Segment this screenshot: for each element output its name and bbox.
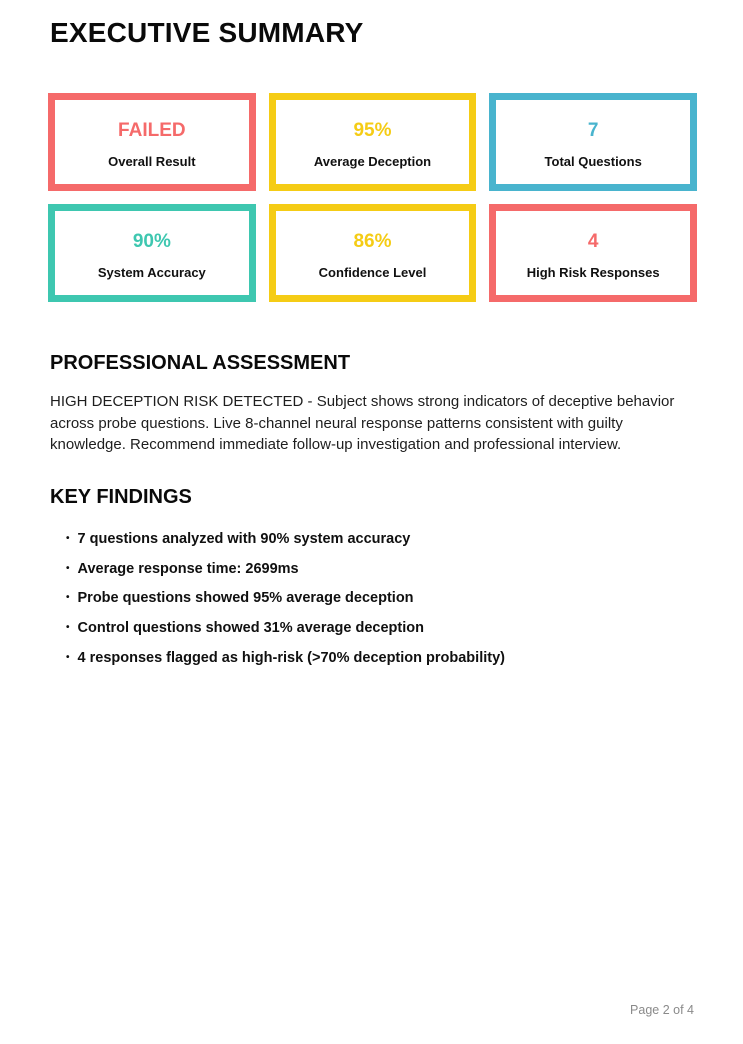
bullet-icon: • <box>66 651 70 663</box>
summary-stat-cards <box>48 93 697 302</box>
stat-card-system-accuracy <box>48 204 256 302</box>
professional-assessment-heading: PROFESSIONAL ASSESSMENT <box>50 352 351 374</box>
page-number: Page 2 of 4 <box>630 1003 694 1017</box>
finding-text: Probe questions showed 95% average deception <box>77 590 414 607</box>
finding-item <box>66 649 693 667</box>
total-questions-label: Total Questions <box>544 153 642 169</box>
confidence-level-label: Confidence Level <box>318 264 427 280</box>
finding-item <box>66 619 693 637</box>
bullet-icon: • <box>66 533 70 545</box>
bullet-icon: • <box>66 592 70 604</box>
key-findings-list <box>66 530 693 667</box>
stat-card-average-deception <box>269 93 477 191</box>
finding-text: 7 questions analyzed with 90% system accuracy <box>77 531 411 548</box>
finding-item <box>66 530 693 548</box>
total-questions-value: 7 <box>587 119 599 141</box>
high-risk-responses-label: High Risk Responses <box>526 264 660 280</box>
key-findings-heading: KEY FINDINGS <box>50 486 192 509</box>
confidence-level-value: 86% <box>353 230 392 252</box>
page-title: EXECUTIVE SUMMARY <box>50 17 364 48</box>
finding-text: 4 responses flagged as high-risk (>70% deception probability) <box>77 649 505 666</box>
overall-result-value: FAILED <box>118 119 186 141</box>
professional-assessment-body: HIGH DECEPTION RISK DETECTED - Subject shows strong indicators of deceptive behavior across probe questions. Live 8-channel neural response patterns consistent with guilty knowledge. Recommend immediate follow-up investigation and professional interview. <box>50 393 675 454</box>
high-risk-responses-value: 4 <box>587 230 599 252</box>
finding-item <box>66 589 693 607</box>
overall-result-label: Overall Result <box>108 153 196 169</box>
system-accuracy-value: 90% <box>132 230 171 252</box>
average-deception-value: 95% <box>353 119 392 141</box>
stat-card-total-questions <box>489 93 697 191</box>
stat-card-high-risk-responses <box>489 204 697 302</box>
average-deception-label: Average Deception <box>313 153 432 169</box>
bullet-icon: • <box>66 622 70 634</box>
stat-card-overall-result <box>48 93 256 191</box>
finding-text: Control questions showed 31% average deception <box>77 620 424 637</box>
finding-text: Average response time: 2699ms <box>77 560 299 577</box>
bullet-icon: • <box>66 562 70 574</box>
stat-card-confidence-level <box>269 204 477 302</box>
system-accuracy-label: System Accuracy <box>97 264 206 280</box>
finding-item <box>66 560 693 578</box>
